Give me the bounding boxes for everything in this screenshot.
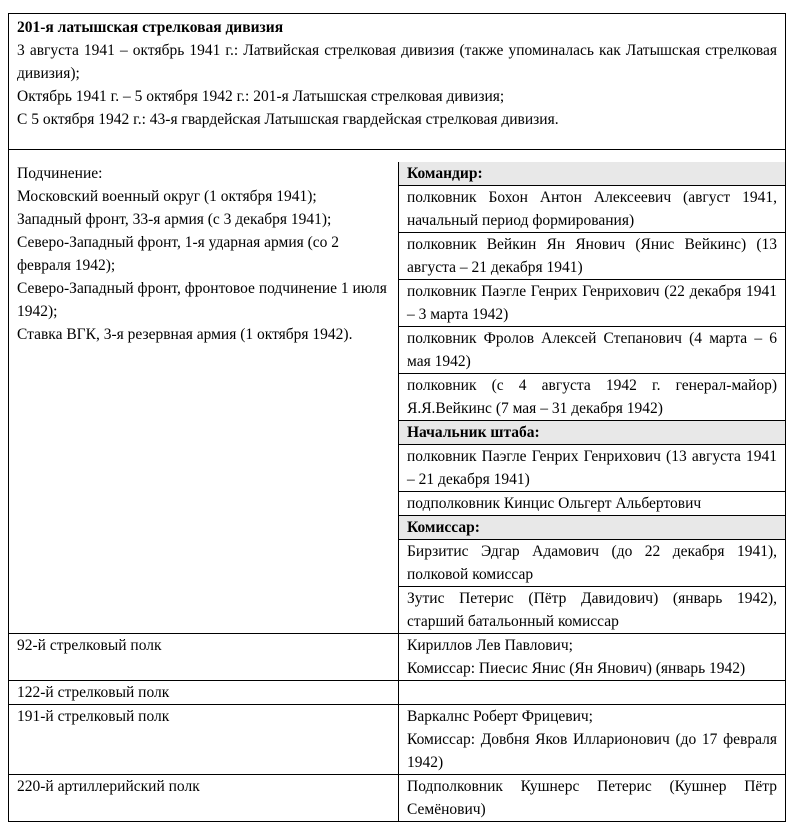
unit-info-line: Подполковник Кушнерс Петерис (Кушнер Пётр Семёнович) [407, 778, 777, 818]
unit-info-line: Комиссар: Пиесис Янис (Ян Янович) (январь 1942) [407, 660, 746, 677]
subordination-item: Ставка ВГК, 3-я резервная армия (1 октября 1942). [17, 326, 353, 343]
commander-entry: полковник (с 4 августа 1942 г. генерал-майор) Я.Я.Вейкинс (7 мая – 31 декабря 1942) [399, 373, 785, 420]
header-line: 3 августа 1941 – октябрь 1941 г.: Латвийская стрелковая дивизия (также упоминалась как Латышская стрелковая дивизия); [17, 42, 777, 82]
unit-name-text: 122-й стрелковый полк [17, 684, 170, 701]
commissar-entry: Зутис Петерис (Пётр Давидович) (январь 1942), старший батальонный комиссар [399, 586, 785, 633]
unit-info-cell [399, 705, 785, 774]
leadership-cell [399, 162, 785, 633]
subordination-label: Подчинение: [17, 165, 103, 182]
unit-info [399, 634, 785, 680]
subordination-cell [9, 162, 399, 633]
unit-name [9, 634, 399, 680]
unit-info [399, 705, 785, 774]
unit-name [9, 775, 399, 821]
subordination-item: Западный фронт, 33-я армия (с 3 декабря 1941); [17, 211, 332, 228]
unit-info-cell [399, 681, 785, 704]
unit-name-text: 220-й артиллерийский полк [17, 778, 200, 795]
division-title: 201-я латышская стрелковая дивизия [17, 19, 284, 36]
subordination-item: Северо-Западный фронт, фронтовое подчинение 1 июля 1942); [17, 280, 387, 320]
commander-entry: полковник Фролов Алексей Степанович (4 марта – 6 мая 1942) [399, 326, 785, 373]
commander-entry: полковник Бохон Антон Алексеевич (август 1941, начальный период формирования) [399, 185, 785, 232]
chief-of-staff-entry: подполковник Кинцис Ольгерт Альбертович [399, 491, 785, 515]
header-line: Октябрь 1941 г. – 5 октября 1942 г.: 201-я Латышская стрелковая дивизия; [17, 88, 505, 105]
division-table [8, 13, 786, 822]
unit-info-cell [399, 775, 785, 821]
unit-name [9, 705, 399, 774]
unit-row [9, 774, 785, 821]
chiefs-of-staff-label: Начальник штаба: [399, 420, 785, 444]
unit-info-line: Комиссар: Довбня Яков Илларионович (до 17 февраля 1942) [407, 731, 777, 771]
command-row [9, 162, 785, 633]
unit-name-text: 92-й стрелковый полк [17, 637, 162, 654]
unit-info [399, 681, 785, 704]
unit-info [399, 775, 785, 821]
unit-info-line: Кириллов Лев Павлович; [407, 637, 573, 654]
chief-of-staff-entry: полковник Паэгле Генрих Генрихович (13 августа 1941 – 21 декабря 1941) [399, 444, 785, 491]
unit-info-line: Варкалнс Роберт Фрицевич; [407, 708, 593, 725]
commissars-label: Комиссар: [399, 515, 785, 539]
unit-row [9, 680, 785, 704]
unit-row [9, 704, 785, 774]
unit-info-cell [399, 634, 785, 680]
division-header [9, 14, 785, 150]
subordination-item: Северо-Западный фронт, 1-я ударная армия (со 2 февраля 1942); [17, 234, 340, 274]
commanders-label: Командир: [399, 162, 785, 185]
commander-entry: полковник Вейкин Ян Янович (Янис Вейкинс) (13 августа – 21 декабря 1941) [399, 232, 785, 279]
unit-name [9, 681, 399, 704]
unit-row [9, 633, 785, 680]
unit-name-text: 191-й стрелковый полк [17, 708, 170, 725]
commander-entry: полковник Паэгле Генрих Генрихович (22 декабря 1941 – 3 марта 1942) [399, 279, 785, 326]
subordination-item: Московский военный округ (1 октября 1941); [17, 188, 317, 205]
commissar-entry: Бирзитис Эдгар Адамович (до 22 декабря 1941), полковой комиссар [399, 539, 785, 586]
header-line: С 5 октября 1942 г.: 43-я гвардейская Латышская гвардейская стрелковая дивизия. [17, 111, 559, 128]
spacer [9, 150, 785, 162]
